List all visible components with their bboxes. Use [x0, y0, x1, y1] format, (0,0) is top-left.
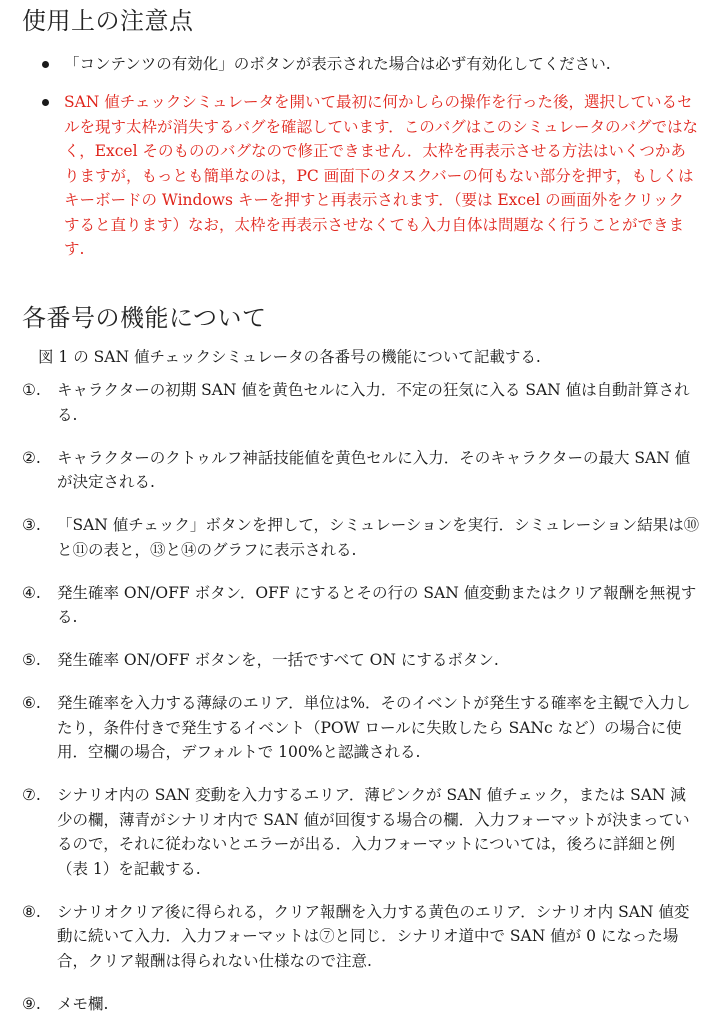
item-text: 発生確率 ON/OFF ボタンを，一括ですべて ON にするボタン. — [57, 651, 499, 669]
list-item — [22, 783, 700, 881]
numbered-function-list — [22, 378, 700, 1035]
list-item — [22, 446, 700, 495]
list-item — [22, 691, 700, 765]
notes-list — [42, 52, 698, 77]
item-number: ⑨. — [22, 994, 41, 1013]
note-text: 「コンテンツの有効化」のボタンが表示された場合は必ず有効化してください. — [64, 55, 611, 73]
list-item-warning — [42, 90, 698, 262]
section-title-function-numbers: 各番号の機能について — [22, 304, 267, 332]
list-item — [22, 378, 700, 427]
item-text: シナリオクリア後に得られる，クリア報酬を入力する黄色のエリア．シナリオ内 SAN 値変動に続いて入力．入力フォーマットは⑦と同じ．シナリオ道中で SAN 値が 0 になった場合，クリア報酬は得られない仕様なので注意. — [57, 902, 690, 970]
warning-list — [42, 90, 698, 262]
item-number: ⑤. — [22, 651, 41, 669]
list-item — [22, 513, 700, 562]
item-number: ⑥. — [22, 694, 41, 712]
item-text: 発生確率を入力する薄緑のエリア．単位は%．そのイベントが発生する確率を主観で入力したり，条件付きで発生するイベント（POW ロールに失敗したら SANc など）の場合に使用．空欄の場合，デフォルトで 100%と認識される. — [57, 694, 691, 761]
list-item — [22, 900, 700, 974]
item-number: ⑦. — [22, 786, 41, 804]
section-title-usage-notes: 使用上の注意点 — [22, 7, 194, 35]
list-item — [22, 648, 700, 673]
item-text: 発生確率 ON/OFF ボタン．OFF にするとその行の SAN 値変動またはクリア報酬を無視する. — [57, 583, 697, 626]
item-text: キャラクターのクトゥルフ神話技能値を黄色セルに入力．そのキャラクターの最大 SAN 値が決定される. — [57, 448, 691, 491]
bullet-icon — [42, 61, 49, 68]
item-number: ①. — [22, 381, 41, 399]
item-number: ④. — [22, 583, 41, 602]
warning-text: SAN 値チェックシミュレータを開いて最初に何かしらの操作を行った後，選択しているセルを現す太枠が消失するバグを確認しています．このバグはこのシミュレータのバグではなく，Excel そのもののバグなので修正できません．太枠を再表示させる方法はいくつかありますが，もっとも簡単なのは，PC 画面下のタスクバーの何もない部分を押す，もしくはキーボードの Windows キーを押すと再表示されます．（要は Excel の画面外をクリックすると直ります）なお，太枠を再表示させなくても入力自体は問題なく行うことができます. — [64, 93, 698, 258]
bullet-icon — [42, 99, 49, 106]
item-number: ⑧. — [22, 902, 41, 921]
item-text: メモ欄. — [57, 994, 109, 1013]
item-text: キャラクターの初期 SAN 値を黄色セルに入力．不定の狂気に入る SAN 値は自動計算される. — [57, 381, 690, 424]
list-item — [42, 52, 698, 77]
list-item — [22, 992, 700, 1017]
item-text: シナリオ内の SAN 変動を入力するエリア．薄ピンクが SAN 値チェック，または SAN 減少の欄，薄青がシナリオ内で SAN 値が回復する場合の欄．入力フォーマットが決まっているので，それに従わないとエラーが出る．入力フォーマットについては，後ろに詳細と例（表 1）を記載する. — [57, 786, 690, 878]
item-number: ②. — [22, 448, 41, 467]
intro-paragraph: 図 1 の SAN 値チェックシミュレータの各番号の機能について記載する. — [38, 348, 541, 366]
list-item — [22, 581, 700, 630]
item-text: 「SAN 値チェック」ボタンを押して，シミュレーションを実行．シミュレーション結果は⑩と⑪の表と，⑬と⑭のグラフに表示される. — [57, 516, 700, 559]
item-number: ③. — [22, 516, 41, 534]
